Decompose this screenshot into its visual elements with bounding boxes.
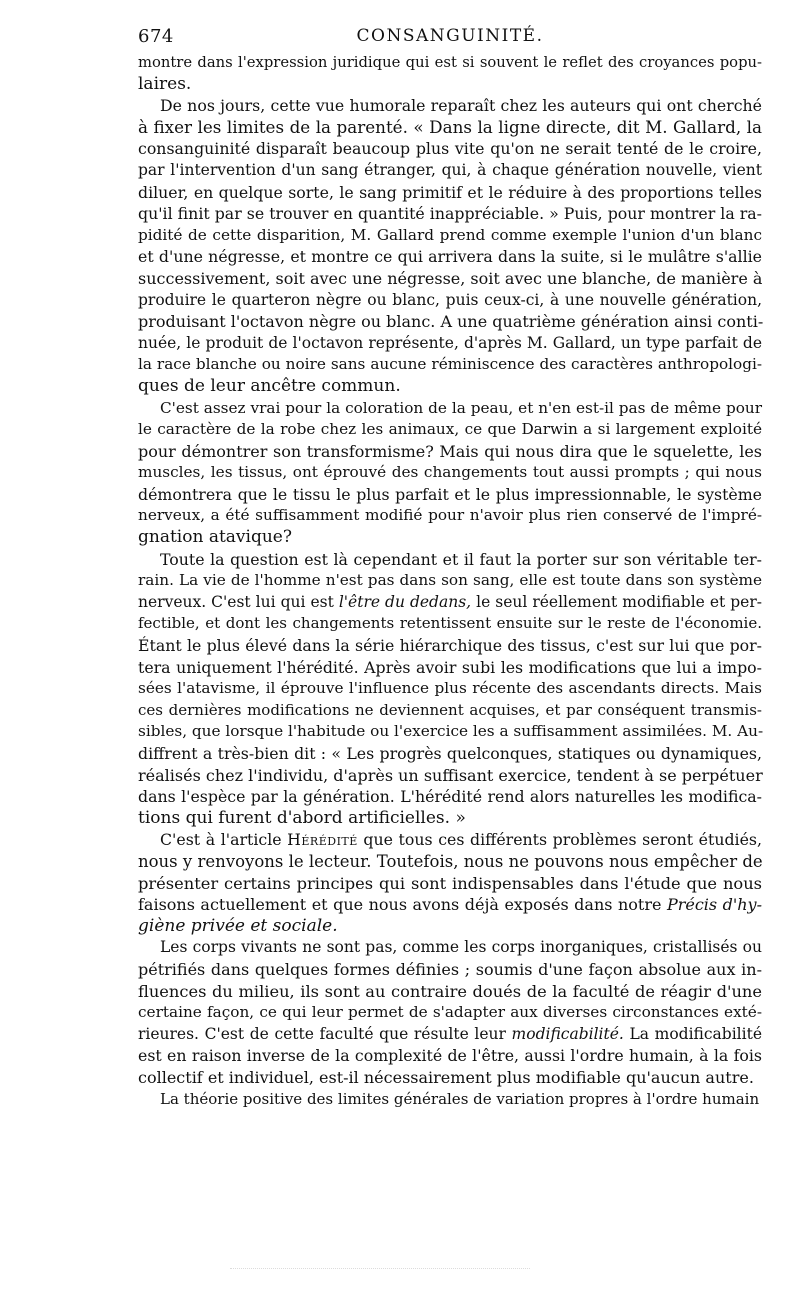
text-line: De nos jours, cette vue humorale reparaît chez les auteurs qui ont cherché: [160, 96, 762, 116]
text-line: La théorie positive des limites générales de variation propres à l'ordre humain: [160, 1089, 760, 1108]
text-line: C'est assez vrai pour la coloration de la peau, et n'en est-il pas de même pour: [160, 398, 762, 417]
text-line: tions qui furent d'abord artificielles. »: [138, 807, 466, 828]
text-run: La modificabilité: [623, 1024, 762, 1043]
text-line: gnation atavique?: [138, 527, 292, 548]
text-line: pétrifiés dans quelques formes définies ; soumis d'une façon absolue aux in-: [138, 959, 762, 979]
text-line: muscles, les tissus, ont éprouvé des changements tout aussi prompts ; qui nous: [138, 463, 762, 482]
text-line: [138, 1024, 762, 1046]
text-line: réalisés chez l'individu, d'après un suffisant exercice, tendent à se perpétuer: [138, 765, 763, 785]
text-run: C'est à l'article: [160, 830, 288, 850]
italic-title: giène privée et sociale.: [138, 915, 338, 936]
text-run: faisons actuellement et que nous avons déjà exposés dans notre: [138, 895, 667, 915]
text-line: tera uniquement l'hérédité. Après avoir subi les modifications que lui a impo-: [138, 657, 762, 677]
page-header: [138, 26, 762, 50]
text-line: laires.: [138, 73, 192, 94]
text-line: [138, 829, 762, 851]
text-line: sées l'atavisme, il éprouve l'influence plus récente des ascendants directs. Mais: [138, 679, 762, 698]
text-line: la race blanche ou noire sans aucune réminiscence des caractères anthropologi-: [138, 355, 762, 374]
text-line: montre dans l'expression juridique qui est si souvent le reflet des croyances popu-: [138, 54, 762, 71]
text-line: et d'une négresse, et montre ce qui arrivera dans la suite, si le mulâtre s'allie: [138, 247, 762, 267]
text-line: ces dernières modifications ne deviennent acquises, et par conséquent transmis-: [138, 700, 762, 719]
text-line: le caractère de la robe chez les animaux, ce que Darwin a si largement exploité: [138, 420, 762, 439]
text-line: à fixer les limites de la parenté. « Dans la ligne directe, dit M. Gallard, la: [138, 116, 762, 137]
text-line: diluer, en quelque sorte, le sang primitif et le réduire à des proportions telles: [138, 182, 762, 202]
body-text: [138, 52, 762, 1110]
text-line: ques de leur ancêtre commun.: [138, 375, 401, 396]
text-line: produire le quarteron nègre ou blanc, puis ceux-ci, à une nouvelle génération,: [138, 290, 762, 309]
text-run: rieures. C'est de cette faculté que résulte leur: [138, 1024, 512, 1043]
text-line: diffrent a très-bien dit : « Les progrès quelconques, statiques ou dynamiques,: [138, 744, 762, 763]
text-line: sibles, que lorsque l'habitude ou l'exercice les a suffisamment assimilées. M. Au-: [138, 722, 764, 741]
paragraph-1: [138, 52, 762, 95]
italic-title: Précis d'hy-: [666, 895, 763, 915]
text-line: rain. La vie de l'homme n'est pas dans son sang, elle est toute dans son système: [138, 571, 762, 590]
text-line: Étant le plus élevé dans la série hiérarchique des tissus, c'est sur lui que por-: [138, 636, 762, 656]
paragraph-7: [138, 1089, 762, 1111]
page-number: 674: [138, 26, 174, 47]
text-line: nerveux, a été suffisamment modifié pour n'avoir plus rien conservé de l'impré-: [138, 506, 762, 525]
text-line: produisant l'octavon nègre ou blanc. A une quatrième génération ainsi conti-: [138, 312, 764, 332]
small-caps-reference: Hérédité: [287, 830, 358, 850]
text-line: nous y renvoyons le lecteur. Toutefois, nous ne pouvons nous empêcher de: [138, 851, 763, 871]
text-line: [138, 592, 762, 614]
text-line: nuée, le produit de l'octavon représente, d'après M. Gallard, un type parfait de: [138, 333, 762, 352]
text-run: le seul réellement modifiable et per-: [471, 592, 762, 611]
text-line: Les corps vivants ne sont pas, comme les corps inorganiques, cristallisés ou: [160, 938, 762, 957]
text-run: nerveux. C'est lui qui est: [138, 592, 339, 611]
text-line: pidité de cette disparition, M. Gallard prend comme exemple l'union d'un blanc: [138, 225, 762, 244]
text-line: présenter certains principes qui sont indispensables dans l'étude que nous: [138, 873, 762, 893]
text-line: consanguinité disparaît beaucoup plus vite qu'on ne serait tenté de le croire,: [138, 139, 762, 159]
paragraph-2: [138, 95, 762, 397]
text-line: collectif et individuel, est-il nécessairement plus modifiable qu'aucun autre.: [138, 1067, 754, 1087]
text-line: [138, 894, 762, 916]
text-line: qu'il finit par se trouver en quantité inappréciable. » Puis, pour montrer la ra-: [138, 204, 762, 224]
text-run: que tous ces différents problèmes seront étudiés,: [357, 830, 762, 850]
text-line: est en raison inverse de la complexité de l'être, aussi l'ordre humain, à la fois: [138, 1046, 762, 1066]
paragraph-3: [138, 398, 762, 549]
text-line: par l'intervention d'un sang étranger, qui, à chaque génération nouvelle, vient: [138, 160, 762, 179]
text-line: fectible, et dont les changements retentissent ensuite sur le reste de l'économie.: [138, 614, 762, 633]
text-line: certaine façon, ce qui leur permet de s'adapter aux diverses circonstances exté-: [138, 1003, 762, 1022]
text-line: successivement, soit avec une négresse, soit avec une blanche, de manière à: [138, 268, 763, 288]
text-line: fluences du milieu, ils sont au contraire doués de la faculté de réagir d'une: [138, 981, 762, 1001]
text-line: Toute la question est là cependant et il faut la porter sur son véritable ter-: [160, 549, 762, 569]
text-line: démontrera que le tissu le plus parfait et le plus impressionnable, le système: [138, 484, 762, 504]
paragraph-6: [138, 937, 762, 1088]
paragraph-4: [138, 549, 762, 830]
text-line: dans l'espèce par la génération. L'hérédité rend alors naturelles les modifica-: [138, 787, 762, 807]
text-line: [138, 916, 762, 938]
italic-phrase: l'être du dedans,: [338, 592, 472, 611]
running-title: CONSANGUINITÉ.: [356, 26, 544, 46]
paragraph-5: [138, 829, 762, 937]
italic-term: modificabilité.: [511, 1024, 624, 1043]
scan-specks: [230, 1268, 530, 1275]
text-line: pour démontrer son transformisme? Mais qui nous dira que le squelette, les: [138, 441, 762, 461]
